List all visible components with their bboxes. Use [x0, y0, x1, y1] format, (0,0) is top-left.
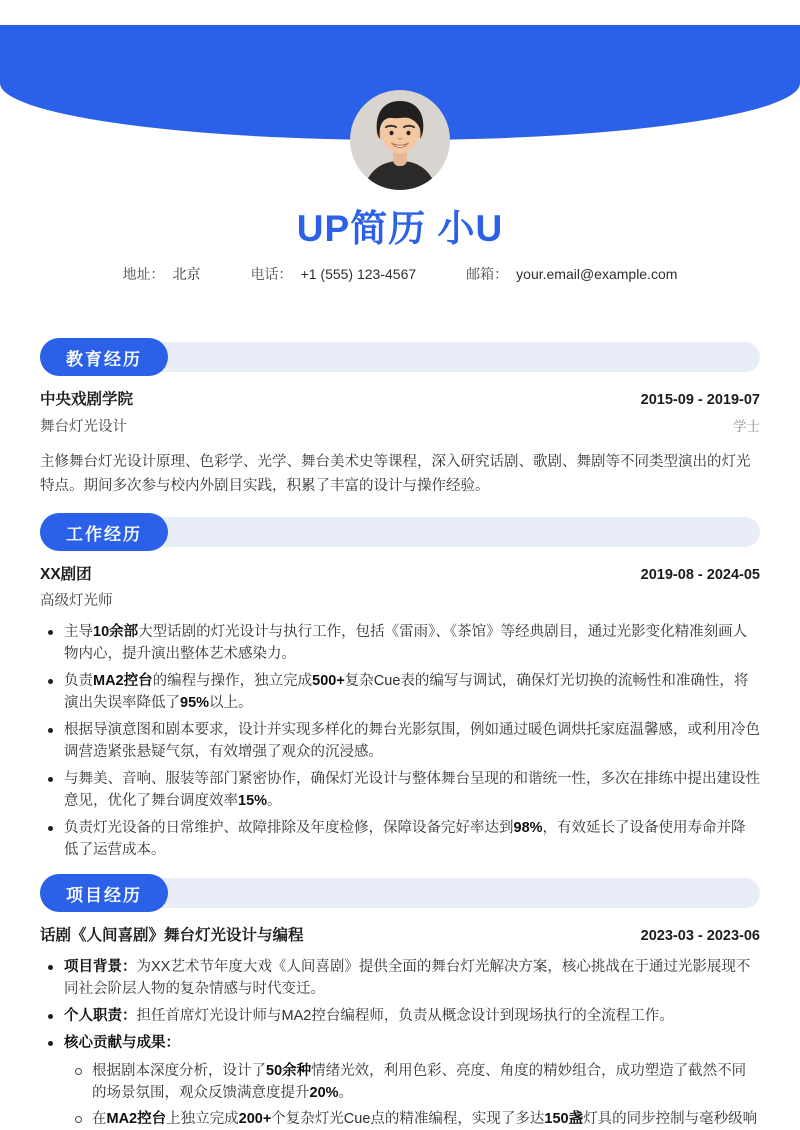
work-bullet: 负责灯光设备的日常维护、故障排除及年度检修，保障设备完好率达到98%，有效延长了设备使用寿命并降低了运营成本。: [40, 817, 760, 861]
education-major: 舞台灯光设计: [40, 419, 127, 435]
project-entry-head: [40, 926, 760, 946]
email-label: 邮箱：: [466, 266, 509, 282]
work-entry-sub: [40, 592, 760, 611]
school-name: 中央戏剧学院: [40, 391, 134, 408]
work-bullet: 主导10余部大型话剧的灯光设计与执行工作，包括《雷雨》、《茶馆》等经典剧目，通过光影变化精准刻画人物内心，提升演出整体艺术感染力。: [40, 621, 760, 665]
job-title: 高级灯光师: [40, 593, 113, 609]
contact-address: [123, 264, 201, 284]
phone-label: 电话：: [250, 266, 293, 282]
phone-value: +1 (555) 123-4567: [300, 266, 417, 282]
resume-header: [0, 25, 800, 284]
education-entry-sub: [40, 417, 760, 437]
section-project: [40, 878, 760, 1130]
project-bullet: 核心贡献与成果：: [40, 1032, 760, 1054]
candidate-name: UP简历 小U: [296, 208, 504, 249]
education-entry-head: [40, 390, 760, 410]
work-bullet: 与舞美、音响、服装等部门紧密协作，确保灯光设计与整体舞台呈现的和谐统一性，多次在排练中提出建设性意见，优化了舞台调度效率15%。: [40, 768, 760, 812]
work-bullet: 负责MA2控台的编程与操作，独立完成500+复杂Cue表的编写与调试，确保灯光切换的流畅性和准确性，将演出失误率降低了95%以上。: [40, 670, 760, 714]
project-dates: 2023-03 - 2023-06: [640, 928, 760, 944]
project-bullet-list: [40, 956, 760, 1054]
email-value: your.email@example.com: [516, 266, 678, 282]
work-section-title: 工作经历: [40, 513, 168, 551]
education-degree: 学士: [733, 419, 760, 434]
work-bullet-list: [40, 621, 760, 861]
resume-body: [0, 342, 800, 1130]
education-section-bar: [40, 342, 760, 372]
work-entry-head: [40, 565, 760, 585]
work-bullet: 根据导演意图和剧本要求，设计并实现多样化的舞台光影氛围，例如通过暖色调烘托家庭温馨感，或利用冷色调营造紧张悬疑气氛，有效增强了观众的沉浸感。: [40, 719, 760, 763]
contact-phone: [251, 264, 417, 284]
project-title: 话剧《人间喜剧》舞台灯光设计与编程: [40, 927, 304, 944]
section-work: [40, 517, 760, 861]
company-name: XX剧团: [40, 566, 92, 583]
contact-row: [0, 264, 800, 284]
project-bullet: 个人职责：担任首席灯光设计师与MA2控台编程师，负责从概念设计到现场执行的全流程工作。: [40, 1005, 760, 1027]
contact-email: [466, 264, 677, 284]
project-subbullet-list: [70, 1060, 760, 1130]
education-section-title: 教育经历: [40, 338, 168, 376]
education-dates: 2015-09 - 2019-07: [640, 392, 760, 408]
work-dates: 2019-08 - 2024-05: [640, 567, 760, 583]
project-bullet: 项目背景：为XX艺术节年度大戏《人间喜剧》提供全面的舞台灯光解决方案，核心挑战在于通过光影展现不同社会阶层人物的复杂情感与时代变迁。: [40, 956, 760, 1000]
project-subbullet: 根据剧本深度分析，设计了50余种情绪光效，利用色彩、亮度、角度的精妙组合，成功塑造了截然不同的场景氛围，观众反馈满意度提升20%。: [70, 1060, 760, 1104]
project-subbullet: 在MA2控台上独立完成200+个复杂灯光Cue点的精准编程，实现了多达150盏灯具的同步控制与毫秒级响: [70, 1108, 760, 1130]
profile-photo: [350, 90, 450, 190]
project-section-bar: [40, 878, 760, 908]
work-section-bar: [40, 517, 760, 547]
profile-photo-illustration: [350, 90, 450, 190]
address-label: 地址：: [122, 266, 165, 282]
address-value: 北京: [172, 266, 201, 282]
section-education: [40, 342, 760, 498]
project-section-title: 项目经历: [40, 874, 168, 912]
education-description: 主修舞台灯光设计原理、色彩学、光学、舞台美术史等课程，深入研究话剧、歌剧、舞剧等不同类型演出的灯光特点。期间多次参与校内外剧目实践，积累了丰富的设计与操作经验。: [40, 454, 751, 494]
